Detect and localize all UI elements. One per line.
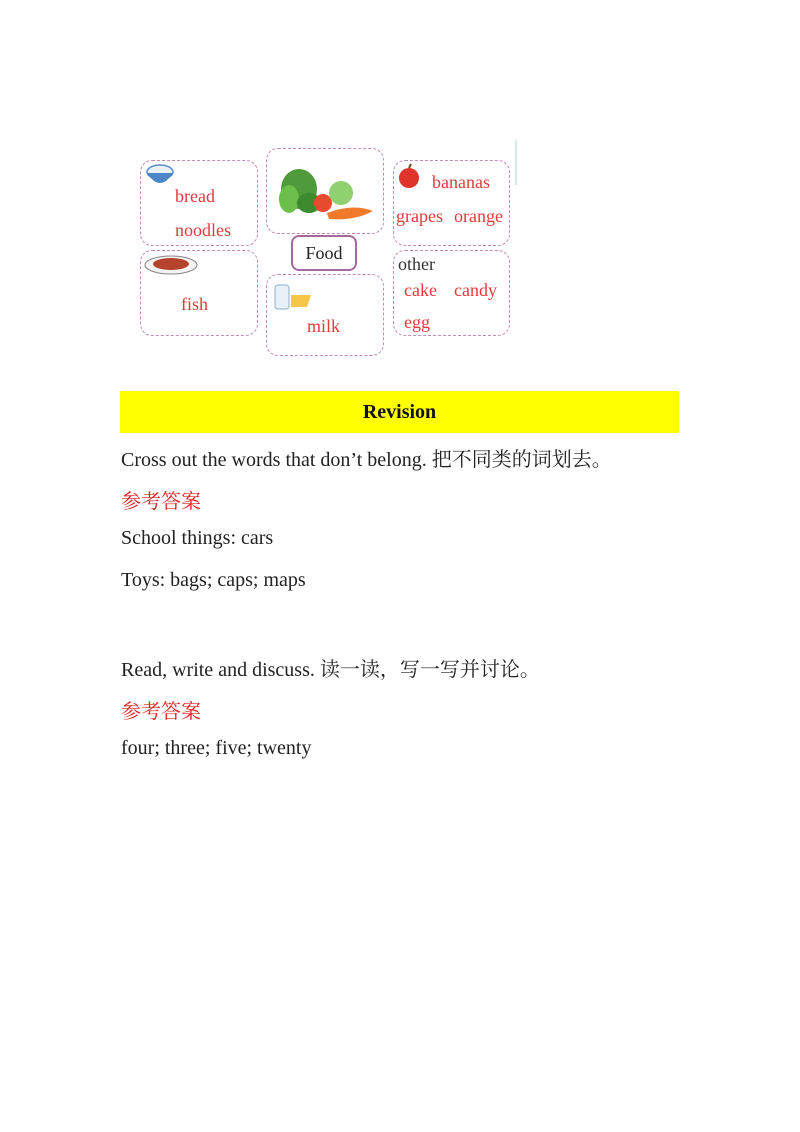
scan-edge-line bbox=[515, 140, 517, 185]
section2-answer-heading: 参考答案 bbox=[121, 701, 201, 723]
other-box bbox=[393, 250, 510, 336]
answer-school-things: School things: cars bbox=[121, 527, 274, 549]
center-label-food: Food bbox=[291, 235, 357, 271]
word-bread: bread bbox=[175, 186, 215, 206]
food-mindmap-figure bbox=[138, 140, 523, 350]
word-egg: egg bbox=[404, 312, 430, 332]
word-milk: milk bbox=[307, 316, 341, 336]
word-fish: fish bbox=[181, 294, 208, 314]
apple-icon bbox=[397, 163, 421, 189]
vegetables-icon bbox=[275, 159, 375, 229]
fish-plate-icon bbox=[143, 253, 199, 277]
vegetables-box bbox=[266, 148, 384, 234]
section2-instruction: Read, write and discuss. 读一读，写一写并讨论。 bbox=[121, 659, 540, 681]
word-bananas: bananas bbox=[432, 172, 490, 192]
section1-instruction: Cross out the words that don’t belong. 把不同类的词划去。 bbox=[121, 449, 612, 471]
rice-bowl-icon bbox=[145, 163, 175, 189]
word-noodles: noodles bbox=[175, 220, 231, 240]
drinks-box bbox=[266, 274, 384, 356]
answer-toys: Toys: bags; caps; maps bbox=[121, 569, 306, 591]
grains-box bbox=[140, 160, 258, 246]
word-orange: orange bbox=[454, 206, 503, 226]
revision-banner: Revision bbox=[120, 391, 679, 433]
other-heading: other bbox=[398, 254, 435, 274]
word-cake: cake bbox=[404, 280, 437, 300]
section2-answer: four; three; five; twenty bbox=[121, 737, 312, 759]
word-grapes: grapes bbox=[396, 206, 443, 226]
milk-cheese-icon bbox=[271, 279, 315, 311]
fish-box bbox=[140, 250, 258, 336]
fruit-box bbox=[393, 160, 510, 246]
section1-answer-heading: 参考答案 bbox=[121, 491, 201, 513]
word-candy: candy bbox=[454, 280, 497, 300]
